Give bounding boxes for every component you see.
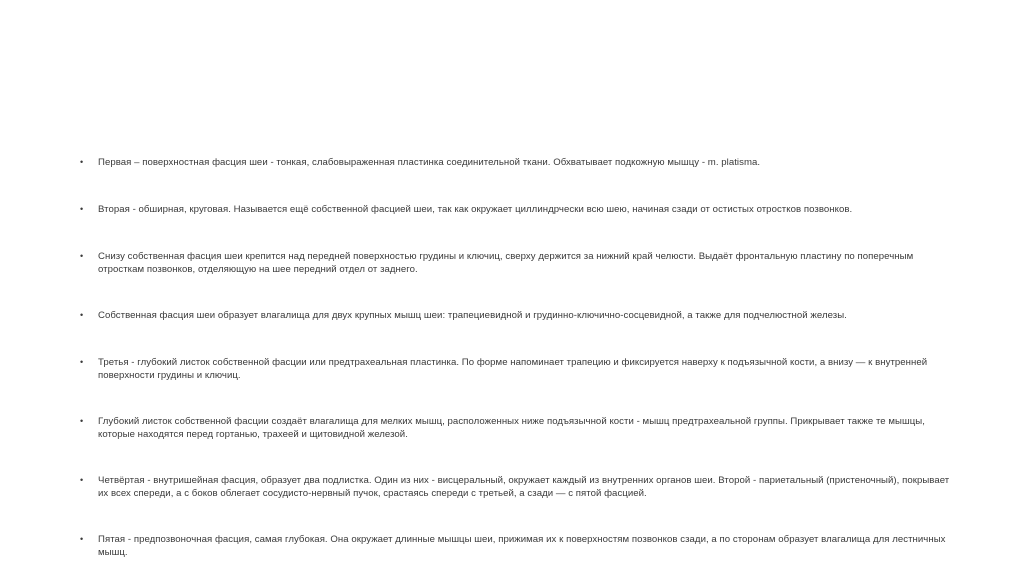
bullet-icon: • bbox=[80, 204, 84, 214]
bullet-item bbox=[80, 203, 960, 216]
bullet-text: Вторая - обширная, круговая. Называется ещё собственной фасцией шеи, так как окружает циллиндрчески всю шею, начиная сзади от остистых отростков позвонков. bbox=[98, 204, 853, 215]
bullet-icon: • bbox=[80, 157, 84, 167]
bullet-icon: • bbox=[80, 251, 84, 261]
bullet-icon: • bbox=[80, 534, 84, 544]
bullet-icon: • bbox=[80, 416, 84, 426]
bullet-text: Глубокий листок собственной фасции создаёт влагалища для мелких мышц, расположенных ниже подъязычной кости - мышц предтрахеальной группы. Прикрывает также те мышцы, которые находятся перед гортанью, трахеей и щитовидной железой. bbox=[98, 416, 925, 441]
bullet-text: Третья - глубокий листок собственной фасции или предтрахеальная пластинка. По форме напоминает трапецию и фиксируется наверху к подъязычной кости, а внизу — к внутренней поверхности грудины и ключиц. bbox=[98, 357, 928, 382]
bullet-text: Четвёртая - внутришейная фасция, образует два подлистка. Один из них - висцеральный, окружает каждый из внутренних органов шеи. Второй - париетальный (пристеночный), покрывает их всех спереди, а с боков облегает сосудисто-нервный пучок, срастаясь спереди с третьей, а сзади — с пятой фасцией. bbox=[98, 475, 950, 500]
bullet-item bbox=[80, 156, 960, 169]
bullet-item bbox=[80, 415, 960, 441]
bullet-icon: • bbox=[80, 357, 84, 367]
bullet-text: Собственная фасция шеи образует влагалища для двух крупных мышц шеи: трапециевидной и грудинно-ключично-сосцевидной, а также для подчелюстной железы. bbox=[98, 310, 847, 321]
bullet-item bbox=[80, 533, 960, 559]
bullet-item bbox=[80, 309, 960, 322]
bullet-item bbox=[80, 250, 960, 276]
bullet-icon: • bbox=[80, 310, 84, 320]
bullet-text: Первая – поверхностная фасция шеи - тонкая, слабовыраженная пластинка соединительной ткани. Обхватывает подкожную мышцу - m. platisma. bbox=[98, 157, 761, 168]
bullet-text: Снизу собственная фасция шеи крепится над передней поверхностью грудины и ключиц, сверху держится за нижний край челюсти. Выдаёт фронтальную пластину по поперечным отросткам позвонков, отделяющую на шее передний отдел от заднего. bbox=[98, 251, 914, 276]
bullet-item bbox=[80, 474, 960, 500]
bullet-item bbox=[80, 356, 960, 382]
bullet-text: Пятая - предпозвоночная фасция, самая глубокая. Она окружает длинные мышцы шеи, прижимая их к поверхностям позвонков сзади, а по сторонам образует влагалища для лестничных мышц. bbox=[98, 534, 946, 559]
bullet-icon: • bbox=[80, 475, 84, 485]
